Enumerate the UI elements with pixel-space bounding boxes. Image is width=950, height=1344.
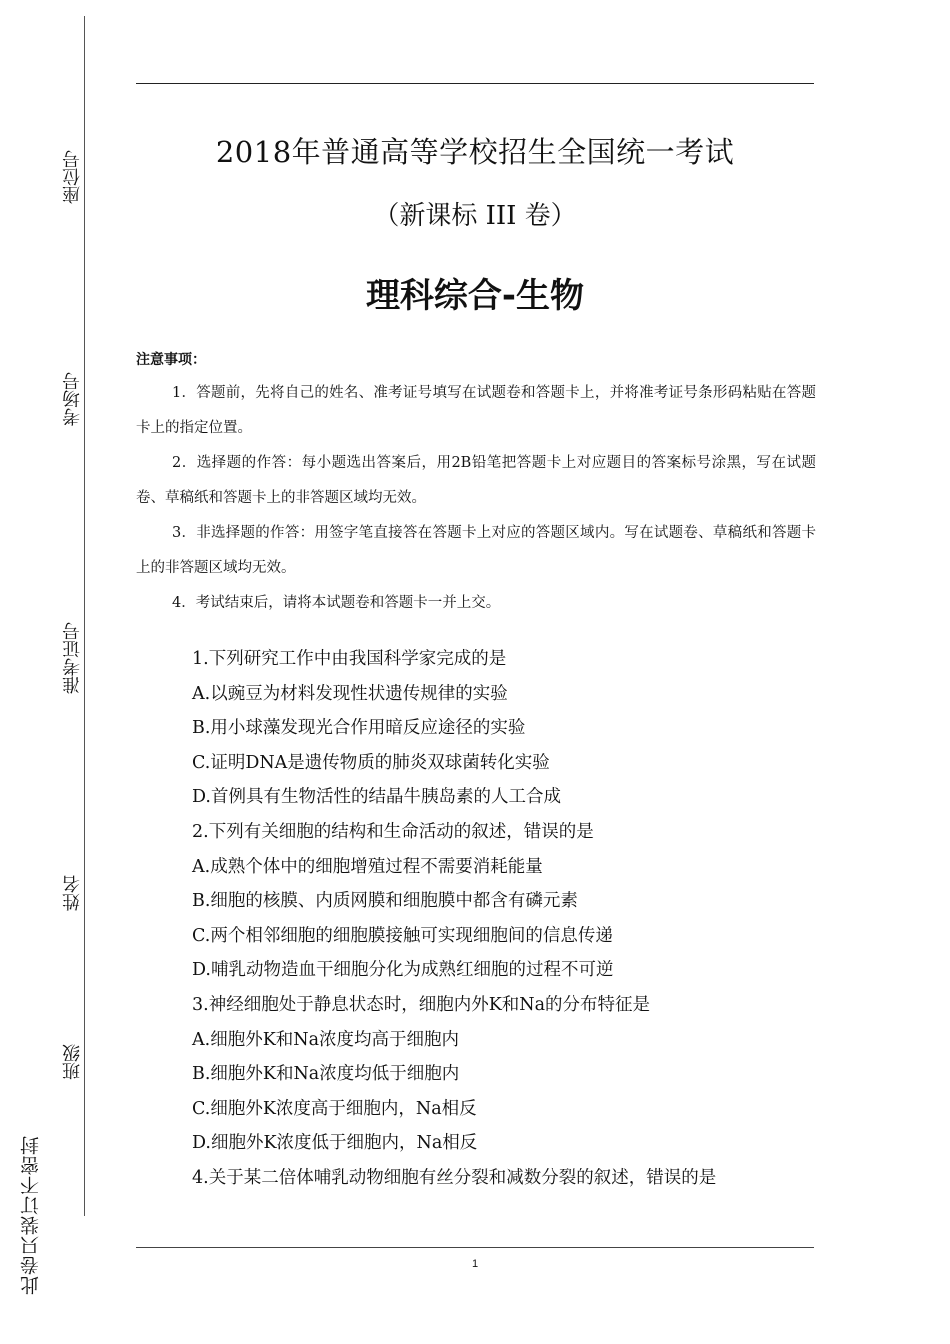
exam-subtitle: （新课标 III 卷） xyxy=(373,201,577,231)
notice-item: 3．非选择题的作答：用签字笔直接答在答题卡上对应的答题区域内。写在试题卷、草稿纸和答题卡上的非答题区域均无效。 xyxy=(136,525,816,576)
name-label: 姓名 xyxy=(62,875,83,911)
question-option: A.细胞外K和Na浓度均高于细胞内 xyxy=(192,1029,460,1050)
seal-notice: 此卷只装订不密封 xyxy=(20,1135,42,1295)
subject-title: 理科综合-生物 xyxy=(365,276,585,316)
question-option: D.哺乳动物造血干细胞分化为成熟红细胞的过程不可逆 xyxy=(192,960,614,981)
question-option: B.用小球藻发现光合作用暗反应途径的实验 xyxy=(192,718,526,739)
question-stem: 4.关于某二倍体哺乳动物细胞有丝分裂和减数分裂的叙述，错误的是 xyxy=(192,1167,717,1188)
question-option: D.细胞外K浓度低于细胞内，Na相反 xyxy=(192,1133,478,1154)
question-option: D.首例具有生物活性的结晶牛胰岛素的人工合成 xyxy=(192,787,561,808)
question-option: C.证明DNA是遗传物质的肺炎双球菌转化实验 xyxy=(192,752,550,773)
notice-item: 2．选择题的作答：每小题选出答案后，用2B铅笔把答题卡上对应题目的答案标号涂黑，写在试题卷、草稿纸和答题卡上的非答题区域均无效。 xyxy=(136,455,816,506)
question-stem: 1.下列研究工作中由我国科学家完成的是 xyxy=(192,649,507,669)
top-rule xyxy=(136,83,814,84)
exam-room-label: 考场号 xyxy=(62,372,83,426)
binding-line xyxy=(84,16,85,1216)
bottom-rule xyxy=(136,1247,814,1248)
question-option: B.细胞外K和Na浓度均低于细胞内 xyxy=(192,1064,460,1085)
ticket-number-label: 准考证号 xyxy=(62,622,83,694)
question-option: A.成熟个体中的细胞增殖过程不需要消耗能量 xyxy=(192,856,543,877)
question-option: A.以豌豆为材料发现性状遗传规律的实验 xyxy=(192,683,508,704)
page-number: 1 xyxy=(471,1258,479,1270)
question-option: B.细胞的核膜、内质网膜和细胞膜中都含有磷元素 xyxy=(192,891,578,912)
class-label: 班级 xyxy=(62,1044,83,1080)
exam-title: 2018年普通高等学校招生全国统一考试 xyxy=(215,135,735,169)
question-stem: 3.神经细胞处于静息状态时，细胞内外K和Na的分布特征是 xyxy=(192,994,651,1015)
question-stem: 2.下列有关细胞的结构和生命活动的叙述，错误的是 xyxy=(192,821,594,842)
question-list xyxy=(192,642,812,1196)
question-option: C.细胞外K浓度高于细胞内，Na相反 xyxy=(192,1098,477,1119)
notice-item: 4．考试结束后，请将本试题卷和答题卡一并上交。 xyxy=(172,595,501,611)
question-option: C.两个相邻细胞的细胞膜接触可实现细胞间的信息传递 xyxy=(192,925,613,946)
notice-heading: 注意事项： xyxy=(136,352,206,368)
seat-number-label: 座位号 xyxy=(62,150,83,204)
notice-item: 1．答题前，先将自己的姓名、准考证号填写在试题卷和答题卡上，并将准考证号条形码粘贴在答题卡上的指定位置。 xyxy=(136,385,816,436)
